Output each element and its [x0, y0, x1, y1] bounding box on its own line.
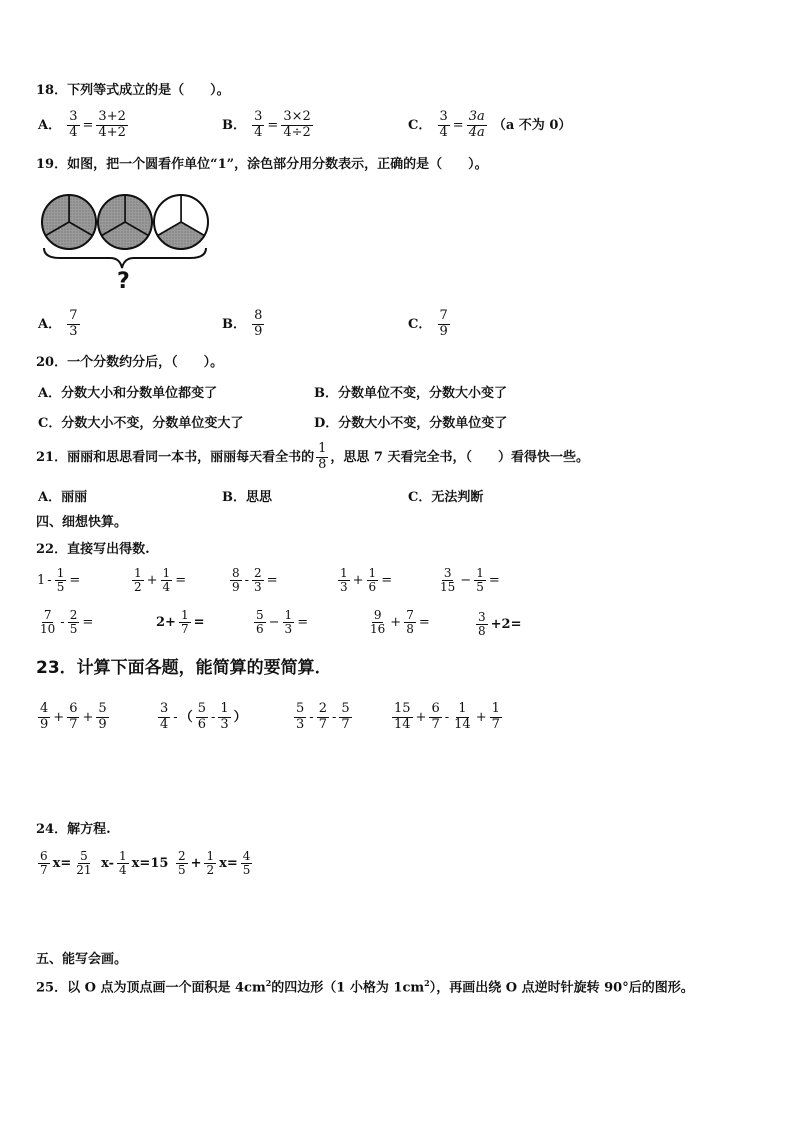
q18-option-c[interactable]: C． $\frac{3}{4}$ = $\frac{3a}{4a}$ （a 不为 0） — [408, 109, 572, 140]
q22-expr: $\frac{9}{16}$ + $\frac{7}{8}$ = — [370, 608, 430, 636]
q20-option-b[interactable]: B．分数单位不变，分数大小变了 — [314, 386, 507, 401]
q21-option-b[interactable]: B．思思 — [222, 490, 272, 505]
q20-stem: 20．一个分数约分后，（ ）。 — [36, 355, 224, 370]
q25-stem: 25．以 O 点为顶点画一个面积是 $4cm^2$的四边形（1 小格为 $1cm^2$），再画出绕 O 点逆时针旋转 90°后的图形。 — [36, 978, 694, 996]
q20-option-c[interactable]: C．分数大小不变，分数单位变大了 — [38, 416, 244, 431]
q23-expr: $\frac{5}{3}$ - $\frac{2}{7}$ - $\frac{5}{7}$ — [296, 701, 350, 732]
circles-figure — [40, 192, 215, 292]
q21-option-a[interactable]: A．丽丽 — [38, 490, 88, 505]
q23-stem: 23．计算下面各题，能简算的要简算． — [36, 658, 332, 678]
q22-expr: $\frac{7}{10}$ - $\frac{2}{5}$ = — [40, 608, 94, 636]
section-5-heading: 五、能写会画。 — [36, 952, 128, 967]
q22-expr: $\frac{1}{2}$ + $\frac{1}{4}$ = — [134, 566, 187, 594]
q22-expr: $\frac{1}{3}$ + $\frac{1}{6}$ = — [340, 566, 393, 594]
q24-stem: 24．解方程. — [36, 822, 111, 837]
q22-expr: $\frac{8}{9}$ - $\frac{2}{3}$ = — [232, 566, 278, 594]
q20-option-d[interactable]: D．分数大小不变，分数单位变了 — [314, 416, 508, 431]
option-label: C． — [408, 117, 432, 133]
option-label: A． — [38, 117, 62, 133]
q24-equations: $\frac{6}{7}$ x= $\frac{5}{21}$ x- $\frac{1}{4}$ x=15 $\frac{2}{5}$ + $\frac{1}{2}$ x= $\frac{4}{5}$ — [40, 849, 251, 877]
q23-expr: $\frac{15}{14}$ + $\frac{6}{7}$ - $\frac{1}{14}$ + $\frac{1}{7}$ — [394, 701, 500, 732]
q22-stem: 22．直接写出得数. — [36, 542, 150, 557]
q18-option-b[interactable]: B． $\frac{3}{4}$ = $\frac{3\times 2}{4\div 2}$ — [222, 109, 311, 140]
q22-expr: $\frac{3}{15}$ − $\frac{1}{5}$ = — [440, 566, 500, 594]
q18-stem: 18．下列等式成立的是（ ）。 — [36, 83, 230, 98]
option-note: （a 不为 0） — [492, 117, 572, 133]
q21-option-c[interactable]: C．无法判断 — [408, 490, 484, 505]
q21-stem: 21．丽丽和思思看同一本书，丽丽每天看全书的 $\frac{1}{8}$ ，思思 7 天看完全书，（ ）看得快一些。 — [36, 441, 589, 472]
q19-stem: 19．如图，把一个圆看作单位“1”，涂色部分用分数表示，正确的是（ ）。 — [36, 157, 488, 172]
q22-expr: $\frac{3}{8}$ +2= — [478, 610, 522, 638]
q19-option-b[interactable]: B． $\frac{8}{9}$ — [222, 308, 263, 339]
q22-expr: $\frac{5}{6}$ − $\frac{1}{3}$ = — [256, 608, 309, 636]
q19-option-c[interactable]: C． $\frac{7}{9}$ — [408, 308, 448, 339]
q22-expr: 1 - $\frac{1}{5}$ = — [37, 566, 81, 594]
q20-option-a[interactable]: A．分数大小和分数单位都变了 — [38, 386, 218, 401]
q22-expr: 2+ $\frac{1}{7}$ = — [156, 608, 205, 636]
q23-expr: $\frac{3}{4}$ - （ $\frac{5}{6}$ - $\frac{1}{3}$ ） — [160, 701, 247, 732]
q18-option-a[interactable]: A． $\frac{3}{4}$ = $\frac{3+2}{4+2}$ — [38, 109, 126, 140]
q19-option-a[interactable]: A． $\frac{7}{3}$ — [38, 308, 78, 339]
brace-question-mark: ? — [117, 269, 130, 292]
brace — [44, 248, 206, 268]
q23-expr: $\frac{4}{9}$ + $\frac{6}{7}$ + $\frac{5}{9}$ — [40, 701, 107, 732]
option-label: B． — [222, 117, 246, 133]
section-4-heading: 四、细想快算。 — [36, 515, 128, 530]
